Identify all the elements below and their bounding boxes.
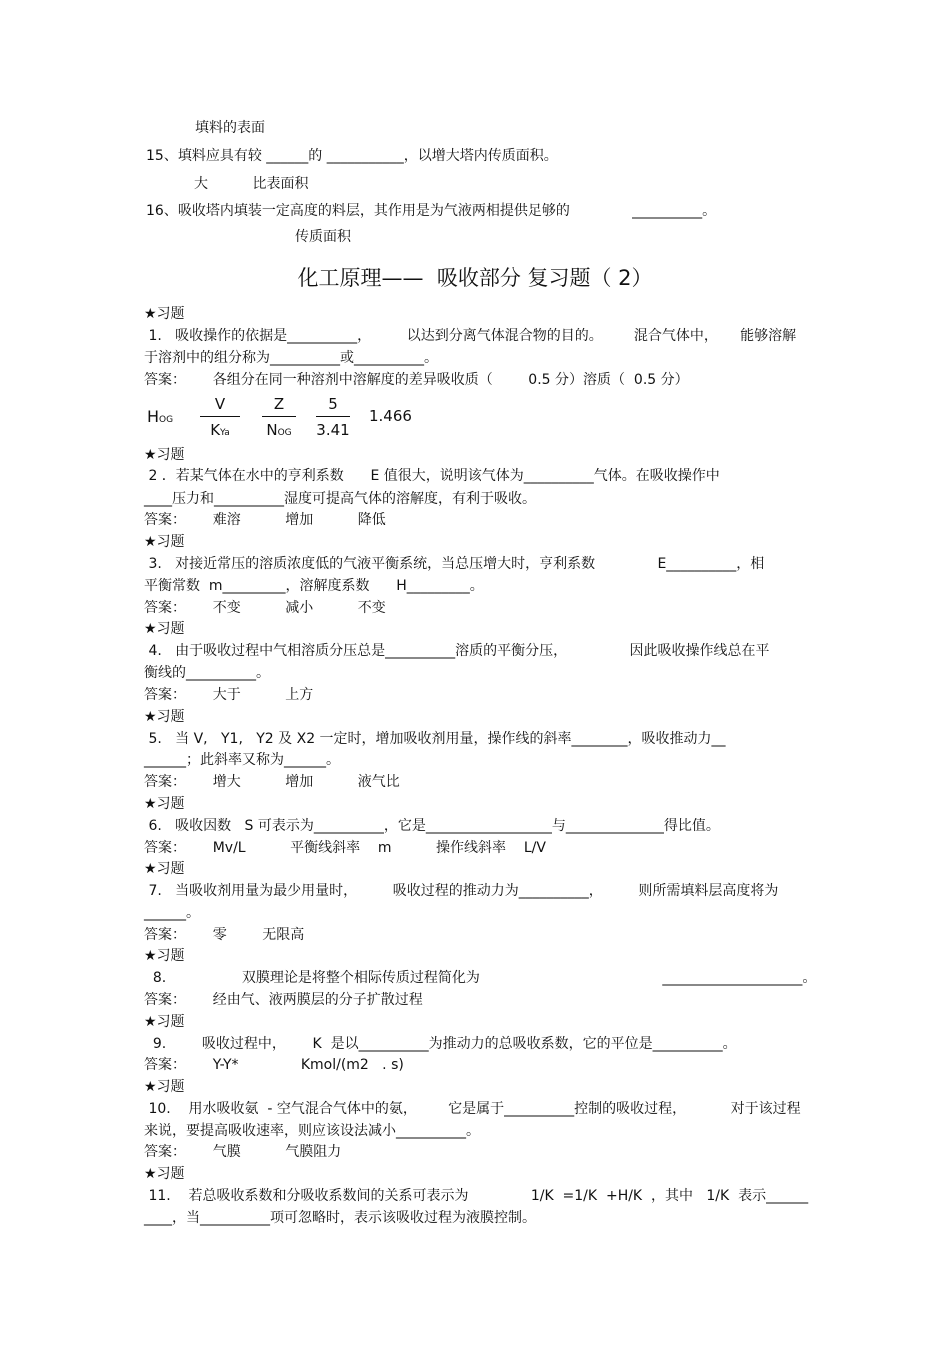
- question-6-line-1: 6. 吸收因数 S 可表示为__________，它是__________________与______________得比值。: [144, 818, 720, 834]
- exercise-heading: ★习题: [144, 948, 185, 964]
- exercise-heading: ★习题: [144, 1079, 185, 1095]
- question-11-line-1: 11. 若总吸收系数和分吸收系数间的关系可表示为 1/K =1/K +H/K ，其中 1/K 表示______: [144, 1188, 809, 1204]
- question-4-line-2: 衡线的__________。: [144, 665, 270, 681]
- formula-denominator-1: KYa: [210, 421, 230, 439]
- formula-numerator-3: 5: [328, 395, 338, 413]
- question-7-line-2: ______。: [144, 905, 200, 921]
- question-15: 15、填料应具有较 ______的 ___________，以增大塔内传质面积。: [146, 148, 558, 164]
- exercise-heading: ★习题: [144, 709, 185, 725]
- answer-6: 答案： Mv/L 平衡线斜率 m 操作线斜率 L/V: [144, 840, 546, 856]
- question-3-line-1: 3. 对接近常压的溶质浓度低的气液平衡系统，当总压增大时，亨利系数 E__________，相: [144, 556, 765, 572]
- answer-10: 答案： 气膜 气膜阻力: [144, 1144, 342, 1160]
- question-9-line-1: 9. 吸收过程中， K 是以__________为推动力的总吸收系数，它的平位是__________。: [144, 1036, 737, 1052]
- formula-numerator-2: Z: [273, 395, 285, 413]
- question-2-line-2: ____压力和__________湿度可提高气体的溶解度，有利于吸收。: [144, 491, 536, 507]
- answer-15: 大 比表面积: [194, 176, 309, 192]
- answer-16: 传质面积: [295, 229, 351, 245]
- formula-eq-1: [188, 408, 193, 426]
- exercise-heading: ★习题: [144, 861, 185, 877]
- question-3-line-2: 平衡常数 m_________，溶解度系数 H_________。: [144, 578, 484, 594]
- answer-5: 答案： 增大 增加 液气比: [144, 774, 400, 790]
- exercise-heading: ★习题: [144, 1166, 185, 1182]
- fraction-bar-3: [316, 416, 350, 417]
- fraction-bar-2: [262, 416, 296, 417]
- question-1-line-2: 于溶剂中的组分称为__________或__________。: [144, 350, 438, 366]
- answer-1: 答案： 各组分在同一种溶剂中溶解度的差异吸收质（ 0.5 分）溶质（ 0.5 分）: [144, 372, 689, 388]
- answer-3: 答案： 不变 减小 不变: [144, 600, 386, 616]
- section-title: 化工原理—— 吸收部分 复习题（ 2）: [297, 266, 653, 290]
- exercise-heading: ★习题: [144, 621, 185, 637]
- exercise-heading: ★习题: [144, 534, 185, 550]
- answer-2: 答案： 难溶 增加 降低: [144, 512, 386, 528]
- formula-denominator-3: 3.41: [316, 421, 350, 439]
- question-11-line-2: ____，当__________项可忽略时，表示该吸收过程为液膜控制。: [144, 1210, 536, 1226]
- question-4-line-1: 4. 由于吸收过程中气相溶质分压总是__________溶质的平衡分压， 因此吸收操作线总在平: [144, 643, 770, 659]
- question-2-line-1: 2 ．若某气体在水中的亨利系数 E 值很大，说明该气体为__________气体。在吸收操作中: [144, 468, 720, 484]
- question-5-line-2: ______；此斜率又称为______。: [144, 752, 340, 768]
- question-1-line-1: 1. 吸收操作的依据是__________， 以达到分离气体混合物的目的。 混合气体中， 能够溶解: [144, 328, 797, 344]
- question-10-line-2: 来说，要提高吸收速率，则应该设法减小__________。: [144, 1123, 480, 1139]
- answer-8: 答案： 经由气、液两膜层的分子扩散过程: [144, 992, 423, 1008]
- exercise-heading: ★习题: [144, 1014, 185, 1030]
- formula-denominator-2: NOG: [266, 421, 292, 439]
- question-8-line-1: 8. 双膜理论是将整个相际传质过程简化为 ____________________。: [144, 970, 817, 986]
- top-line-1: 填料的表面: [195, 120, 265, 136]
- question-7-line-1: 7. 当吸收剂用量为最少用量时， 吸收过程的推动力为__________， 则所需填料层高度将为: [144, 883, 779, 899]
- question-5-line-1: 5. 当 V, Y1, Y2 及 X2 一定时，增加吸收剂用量，操作线的斜率________，吸收推动力__: [144, 731, 726, 747]
- question-10-line-1: 10. 用水吸收氨 - 空气混合气体中的氨， 它是属于__________控制的吸收过程， 对于该过程: [144, 1101, 801, 1117]
- answer-4: 答案： 大于 上方: [144, 687, 314, 703]
- answer-9: 答案： Y-Y* Kmol/(m2 . s): [144, 1057, 404, 1073]
- exercise-heading: ★习题: [144, 447, 185, 463]
- formula-result: 1.466: [369, 407, 412, 425]
- exercise-heading: ★习题: [144, 796, 185, 812]
- formula-lhs: HOG: [147, 407, 174, 426]
- formula-numerator-1: V: [214, 395, 226, 413]
- answer-7: 答案： 零 无限高: [144, 927, 305, 943]
- fraction-bar-1: [200, 416, 240, 417]
- question-16: 16、吸收塔内填装一定高度的料层，其作用是为气液两相提供足够的 __________。: [146, 203, 717, 219]
- exercise-heading: ★习题: [144, 306, 185, 322]
